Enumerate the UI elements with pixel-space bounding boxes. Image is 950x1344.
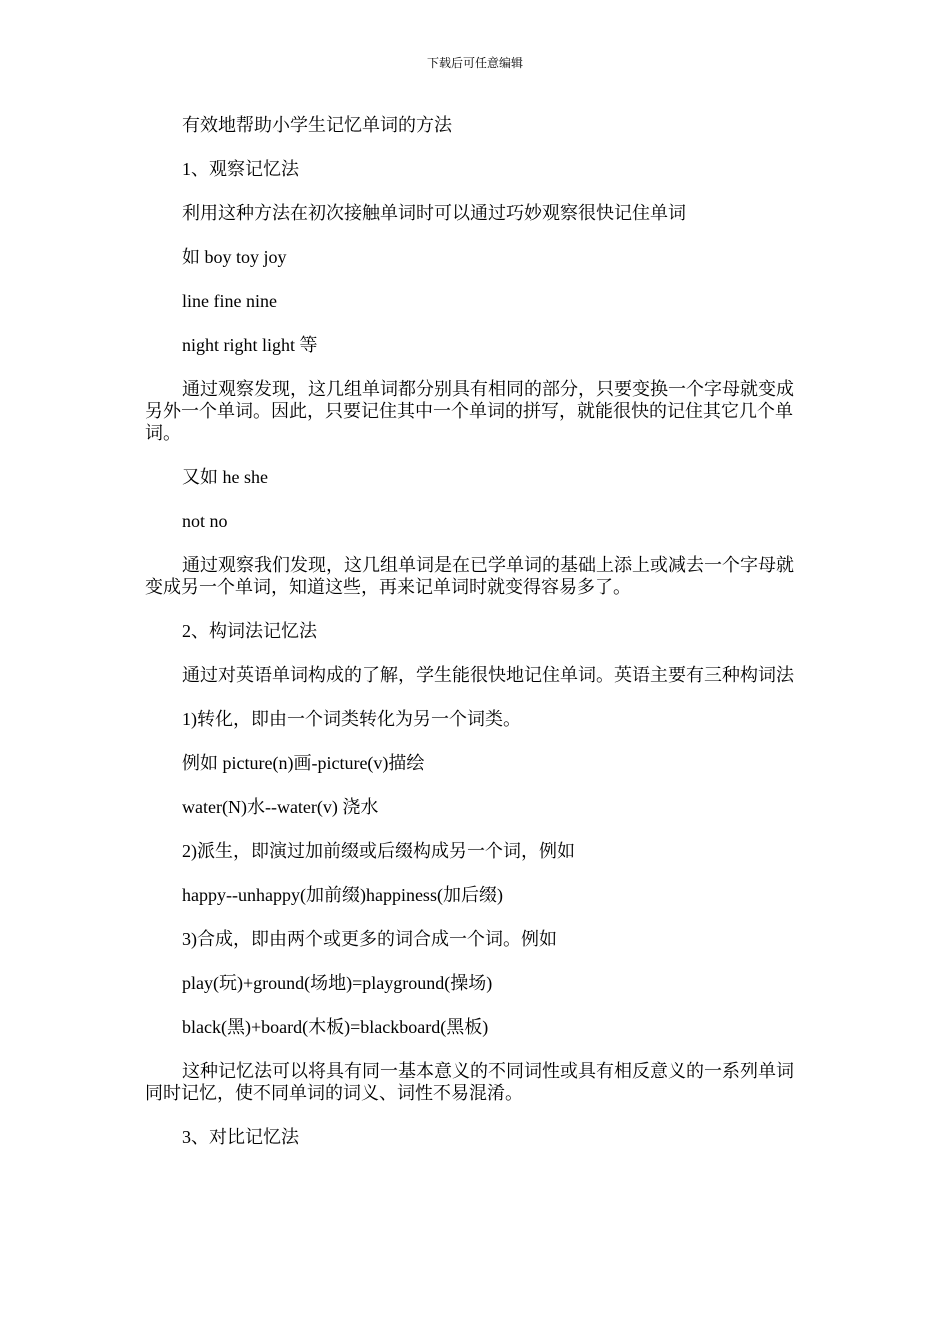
- example-line: line fine nine: [182, 291, 277, 311]
- paragraph: 通过对英语单词构成的了解，学生能很快地记住单词。英语主要有三种构词法: [182, 665, 794, 685]
- section-heading-word-formation: 2、构词法记忆法: [182, 621, 317, 641]
- page-header-note: 下载后可任意编辑: [426, 56, 523, 70]
- example-line: night right light 等: [182, 335, 318, 355]
- paragraph: 这种记忆法可以将具有同一基本意义的不同词性或具有相反意义的一系列单词同时记忆，使不同单词的词义、词性不易混淆。: [145, 1061, 794, 1103]
- example-line: 例如 picture(n)画-picture(v)描绘: [182, 753, 425, 773]
- paragraph: 通过观察发现，这几组单词都分别具有相同的部分，只要变换一个字母就变成另外一个单词。因此，只要记住其中一个单词的拼写，就能很快的记住其它几个单词。: [145, 379, 794, 443]
- list-item: 1)转化，即由一个词类转化为另一个词类。: [182, 709, 521, 729]
- example-line: not no: [182, 511, 228, 531]
- example-line: black(黑)+board(木板)=blackboard(黑板): [182, 1017, 489, 1037]
- example-line: play(玩)+ground(场地)=playground(操场): [182, 973, 493, 993]
- paragraph: 通过观察我们发现，这几组单词是在已学单词的基础上添上或减去一个字母就变成另一个单词，知道这些，再来记单词时就变得容易多了。: [145, 555, 794, 597]
- example-line: 又如 he she: [182, 467, 268, 487]
- section-heading-contrast: 3、对比记忆法: [182, 1127, 299, 1147]
- document-title: 有效地帮助小学生记忆单词的方法: [182, 115, 452, 135]
- example-line: 如 boy toy joy: [182, 247, 287, 267]
- section-heading-observation: 1、观察记忆法: [182, 159, 299, 179]
- example-line: water(N)水--water(v) 浇水: [182, 797, 379, 817]
- document-body: [145, 114, 797, 1170]
- example-line: happy--unhappy(加前缀)happiness(加后缀): [182, 885, 503, 905]
- list-item: 2)派生，即演过加前缀或后缀构成另一个词，例如: [182, 841, 575, 861]
- paragraph: 利用这种方法在初次接触单词时可以通过巧妙观察很快记住单词: [182, 203, 686, 223]
- list-item: 3)合成，即由两个或更多的词合成一个词。例如: [182, 929, 557, 949]
